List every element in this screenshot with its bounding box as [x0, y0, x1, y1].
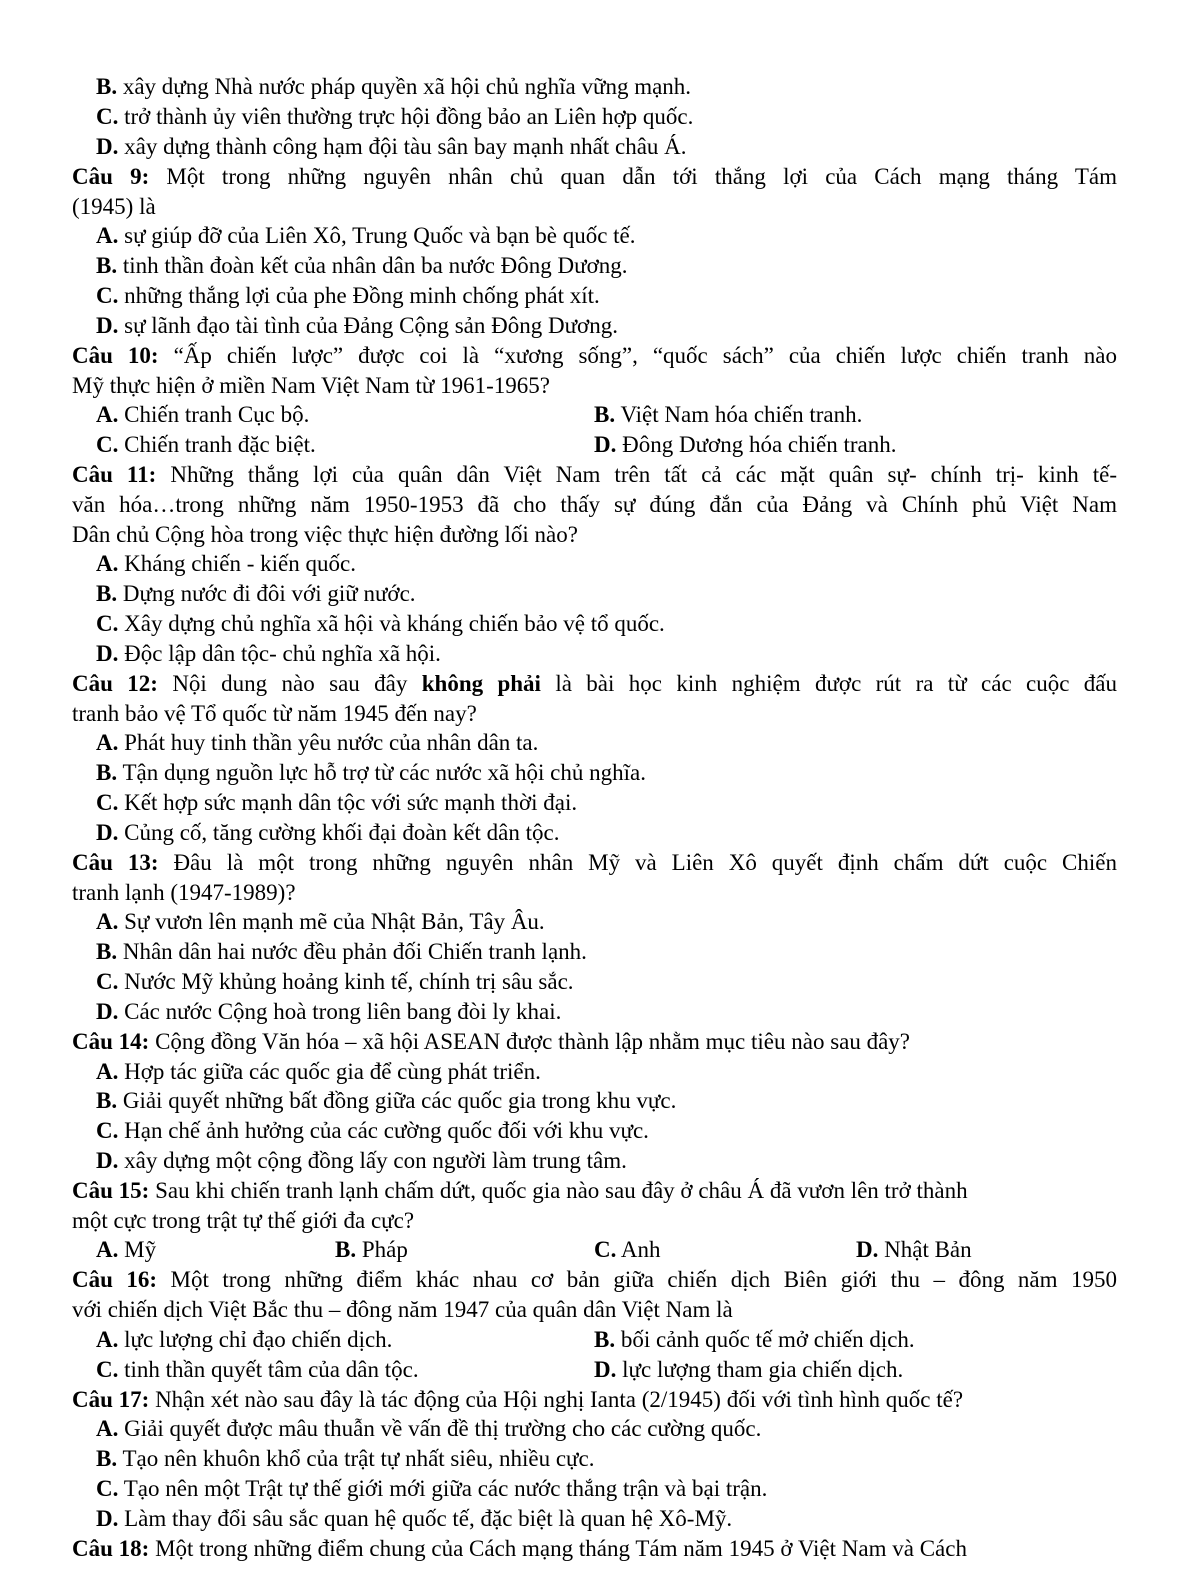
q10-option-b: B. Việt Nam hóa chiến tranh.	[594, 402, 863, 427]
q12-option-d: D. Củng cố, tăng cường khối đại đoàn kết dân tộc.	[96, 820, 560, 845]
q9-stem-line2: (1945) là	[72, 194, 156, 219]
q17-option-d: D. Làm thay đổi sâu sắc quan hệ quốc tế, đặc biệt là quan hệ Xô-Mỹ.	[96, 1506, 733, 1531]
q14-option-c: C. Hạn chế ảnh hưởng của các cường quốc đối với khu vực.	[96, 1118, 649, 1143]
q17-option-b: B. Tạo nên khuôn khổ của trật tự nhất siêu, nhiều cực.	[96, 1446, 595, 1471]
q12-stem-line1: Câu 12: Nội dung nào sau đây không phải là bài học kinh nghiệm được rút ra từ các cuộc đấu	[72, 671, 1118, 696]
q10-stem-line2: Mỹ thực hiện ở miền Nam Việt Nam từ 1961-1965?	[72, 373, 550, 398]
q16-option-b: B. bối cảnh quốc tế mở chiến dịch.	[594, 1327, 915, 1352]
q18-stem-line1: Câu 18: Một trong những điểm chung của Cách mạng tháng Tám năm 1945 ở Việt Nam và Cách	[72, 1536, 967, 1561]
q15-stem-line1: Câu 15: Sau khi chiến tranh lạnh chấm dứt, quốc gia nào sau đây ở châu Á đã vươn lên trở thành	[72, 1178, 968, 1203]
q10-option-c: C. Chiến tranh đặc biệt.	[96, 432, 316, 457]
q12-option-c: C. Kết hợp sức mạnh dân tộc với sức mạnh thời đại.	[96, 790, 578, 815]
q11-option-d: D. Độc lập dân tộc- chủ nghĩa xã hội.	[96, 641, 441, 666]
q9-option-d: D. sự lãnh đạo tài tình của Đảng Cộng sản Đông Dương.	[96, 313, 618, 338]
q16-option-a: A. lực lượng chỉ đạo chiến dịch.	[96, 1327, 393, 1352]
q13-stem-line1: Câu 13: Đâu là một trong những nguyên nhân Mỹ và Liên Xô quyết định chấm dứt cuộc Chiến	[72, 850, 1117, 875]
q10-option-a: A. Chiến tranh Cục bộ.	[96, 402, 310, 427]
q15-stem-line2: một cực trong trật tự thế giới đa cực?	[72, 1208, 415, 1233]
q16-stem-line2: với chiến dịch Việt Bắc thu – đông năm 1947 của quân dân Việt Nam là	[72, 1297, 733, 1322]
q8-option-c: C. trở thành ủy viên thường trực hội đồng bảo an Liên hợp quốc.	[96, 104, 694, 129]
q11-option-c: C. Xây dựng chủ nghĩa xã hội và kháng chiến bảo vệ tổ quốc.	[96, 611, 665, 636]
q8-option-b: B. xây dựng Nhà nước pháp quyền xã hội chủ nghĩa vững mạnh.	[96, 74, 692, 99]
q11-option-b: B. Dựng nước đi đôi với giữ nước.	[96, 581, 416, 606]
q11-stem-line2: văn hóa…trong những năm 1950-1953 đã cho thấy sự đúng đắn của Đảng và Chính phủ Việt Nam	[72, 492, 1117, 517]
q9-stem-line1: Câu 9: Một trong những nguyên nhân chủ quan dẫn tới thắng lợi của Cách mạng tháng Tám	[72, 164, 1118, 189]
q10-option-d: D. Đông Dương hóa chiến tranh.	[594, 432, 897, 457]
q9-option-b: B. tinh thần đoàn kết của nhân dân ba nước Đông Dương.	[96, 253, 628, 278]
q16-option-d: D. lực lượng tham gia chiến dịch.	[594, 1357, 904, 1382]
q15-option-a: A. Mỹ	[96, 1237, 157, 1262]
q17-option-c: C. Tạo nên một Trật tự thế giới mới giữa các nước thắng trận và bại trận.	[96, 1476, 768, 1501]
q12-stem-line2: tranh bảo vệ Tổ quốc từ năm 1945 đến nay?	[72, 701, 477, 726]
q15-option-c: C. Anh	[594, 1237, 661, 1262]
q16-option-c: C. tinh thần quyết tâm của dân tộc.	[96, 1357, 419, 1382]
q13-option-c: C. Nước Mỹ khủng hoảng kinh tế, chính trị sâu sắc.	[96, 969, 574, 994]
q9-option-c: C. những thắng lợi của phe Đồng minh chống phát xít.	[96, 283, 600, 308]
q11-stem-line1: Câu 11: Những thắng lợi của quân dân Việt Nam trên tất cả các mặt quân sự- chính trị- kinh tế-	[72, 462, 1118, 487]
q13-stem-line2: tranh lạnh (1947-1989)?	[72, 880, 296, 905]
q11-option-a: A. Kháng chiến - kiến quốc.	[96, 551, 356, 576]
q14-option-d: D. xây dựng một cộng đồng lấy con người làm trung tâm.	[96, 1148, 627, 1173]
q16-stem-line1: Câu 16: Một trong những điểm khác nhau cơ bản giữa chiến dịch Biên giới thu – đông năm 1950	[72, 1267, 1118, 1292]
q15-option-b: B. Pháp	[335, 1237, 408, 1262]
q17-option-a: A. Giải quyết được mâu thuẫn về vấn đề thị trường cho các cường quốc.	[96, 1416, 762, 1441]
q12-option-b: B. Tận dụng nguồn lực hỗ trợ từ các nước xã hội chủ nghĩa.	[96, 760, 646, 785]
q13-option-b: B. Nhân dân hai nước đều phản đối Chiến tranh lạnh.	[96, 939, 587, 964]
q9-option-a: A. sự giúp đỡ của Liên Xô, Trung Quốc và bạn bè quốc tế.	[96, 223, 636, 248]
q17-stem-line1: Câu 17: Nhận xét nào sau đây là tác động của Hội nghị Ianta (2/1945) đối với tình hình quốc tế?	[72, 1387, 964, 1412]
q10-stem-line1: Câu 10: “Ấp chiến lược” được coi là “xương sống”, “quốc sách” của chiến lược chiến tranh nào	[72, 343, 1118, 368]
q15-option-d: D. Nhật Bản	[856, 1237, 972, 1262]
q8-option-d: D. xây dựng thành công hạm đội tàu sân bay mạnh nhất châu Á.	[96, 134, 687, 159]
q11-stem-line3: Dân chủ Cộng hòa trong việc thực hiện đường lối nào?	[72, 522, 578, 547]
q14-option-a: A. Hợp tác giữa các quốc gia để cùng phát triển.	[96, 1059, 541, 1084]
q14-stem-line1: Câu 14: Cộng đồng Văn hóa – xã hội ASEAN được thành lập nhằm mục tiêu nào sau đây?	[72, 1029, 911, 1054]
q12-option-a: A. Phát huy tinh thần yêu nước của nhân dân ta.	[96, 730, 539, 755]
q13-option-d: D. Các nước Cộng hoà trong liên bang đòi ly khai.	[96, 999, 562, 1024]
q13-option-a: A. Sự vươn lên mạnh mẽ của Nhật Bản, Tây Âu.	[96, 909, 545, 934]
q14-option-b: B. Giải quyết những bất đồng giữa các quốc gia trong khu vực.	[96, 1088, 677, 1113]
